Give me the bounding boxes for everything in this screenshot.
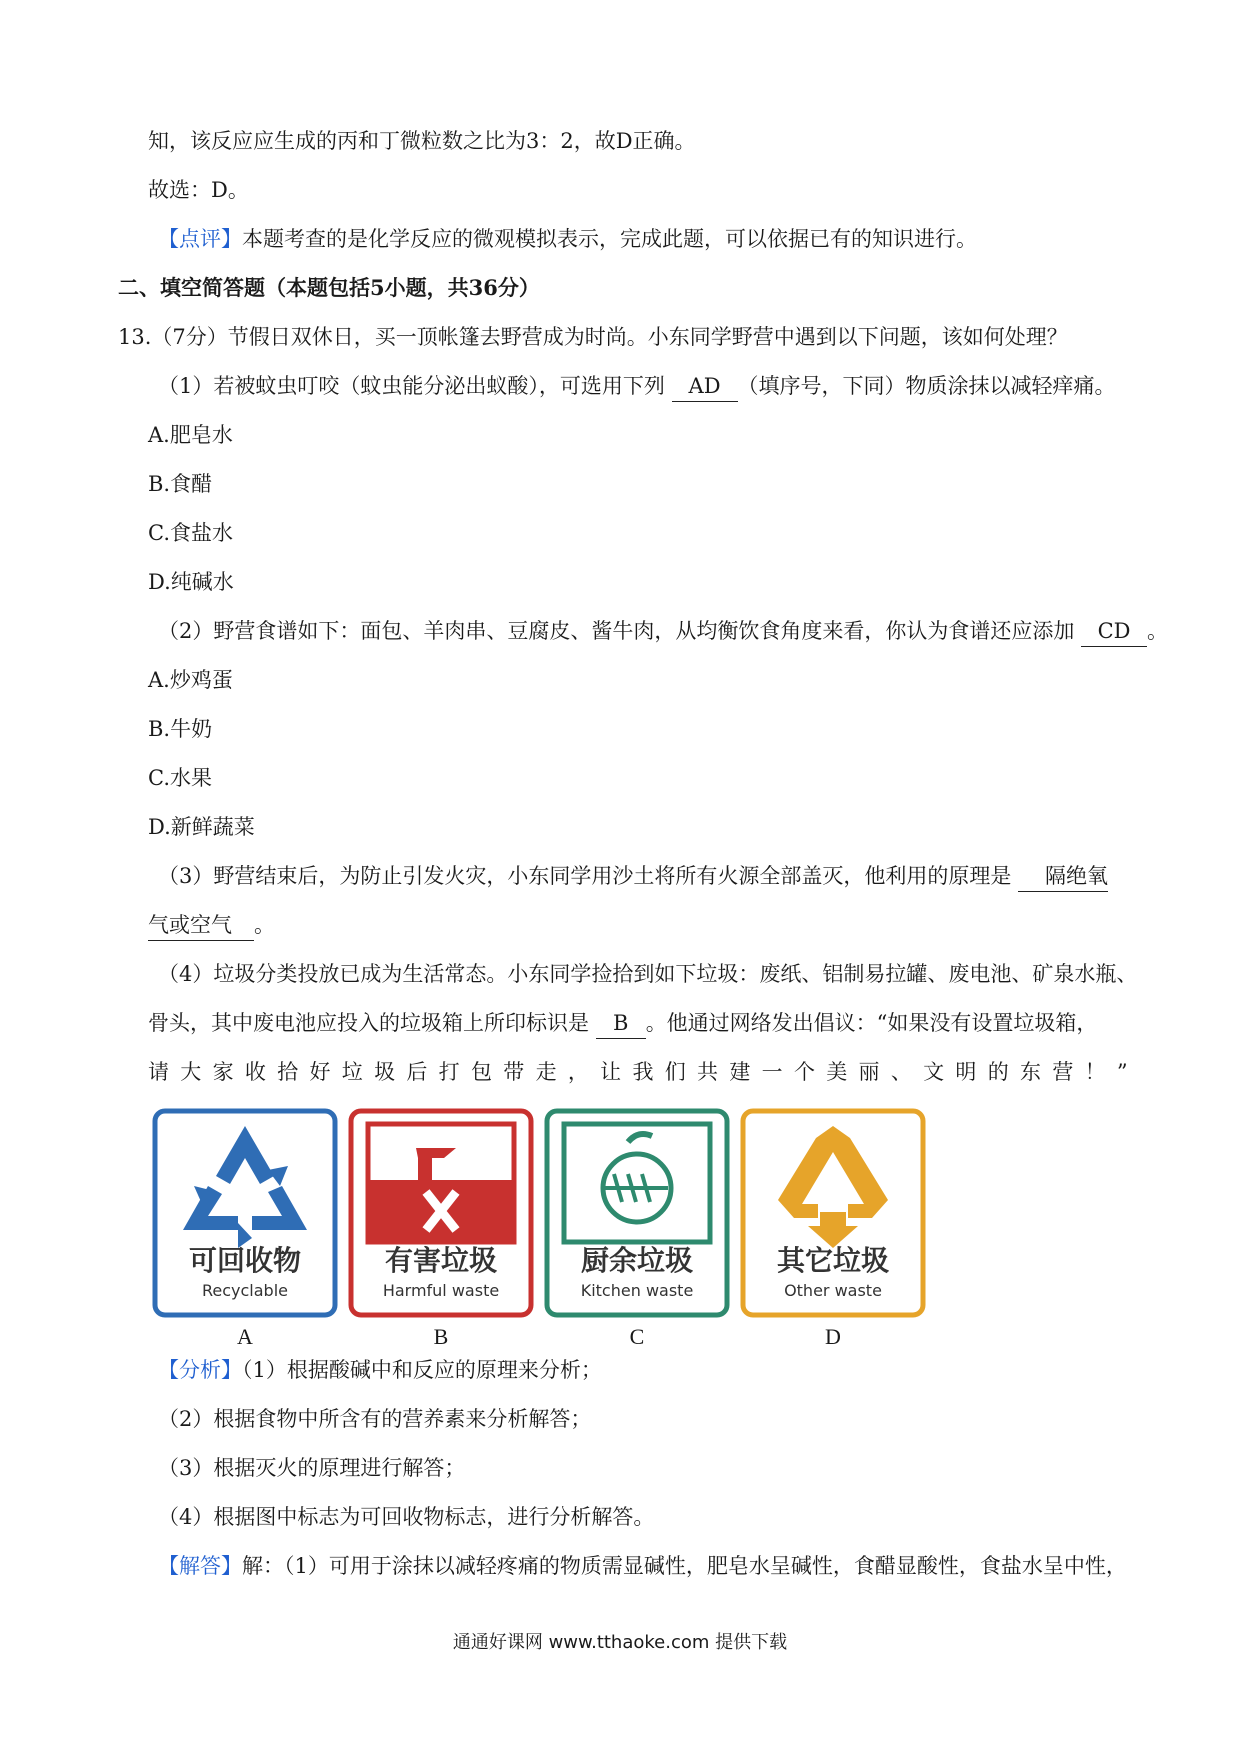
sign-other	[740, 1108, 926, 1318]
sign-cn-label: 有害垃圾	[384, 1244, 498, 1277]
option: C.食盐水	[148, 521, 233, 545]
analysis-line: （3）根据灭火的原理进行解答；	[158, 1456, 466, 1480]
sign-letter: D	[825, 1324, 841, 1349]
sign-en-label: Harmful waste	[382, 1281, 500, 1300]
option: D.纯碱水	[148, 570, 234, 594]
sign-harmful	[348, 1108, 534, 1318]
answer-line	[158, 1551, 1127, 1581]
sign-recyclable	[152, 1108, 338, 1318]
q1-answer-blank: AD	[672, 371, 738, 402]
q4-answer-blank: B	[596, 1008, 646, 1039]
analysis-tag: 【分析】	[158, 1358, 242, 1382]
sub-question-4: （4）垃圾分类投放已成为生活常态。小东同学捡拾到如下垃圾：废纸、铝制易拉罐、废电池、矿泉水瓶、	[158, 962, 1138, 986]
sign-en-label: Kitchen waste	[580, 1281, 694, 1300]
q2-answer-blank: CD	[1081, 616, 1147, 647]
sub-question-4-end: 请 大 家 收 拾 好 垃 圾 后 打 包 带 走 ， 让 我 们 共 建 一 个 美 丽 、 文 明 的 东 营 ！ ”	[148, 1060, 1128, 1084]
option: B.牛奶	[148, 717, 213, 741]
analysis-line: （4）根据图中标志为可回收物标志，进行分析解答。	[158, 1505, 655, 1529]
sub-question-3-cont	[148, 910, 275, 941]
q3-answer-blank-cont: 气或空气	[148, 910, 254, 941]
sign-cn-label: 厨余垃圾	[580, 1244, 694, 1277]
sub-question-2	[158, 616, 1168, 647]
page-footer: 通通好课网 www.tthaoke.com 提供下载	[452, 1632, 788, 1653]
q3-text: （3）野营结束后，为防止引发火灾，小东同学用沙土将所有火源全部盖灭，他利用的原理是	[158, 864, 1012, 888]
analysis-line: （2）根据食物中所含有的营养素来分析解答；	[158, 1407, 592, 1431]
sub-question-1	[158, 371, 1116, 402]
analysis-line	[158, 1355, 602, 1385]
sub-question-3	[158, 861, 1108, 892]
sign-cn-label: 可回收物	[188, 1244, 302, 1277]
answer-tag: 【解答】	[158, 1554, 242, 1578]
q3-text-end: 。	[254, 913, 275, 937]
option: B.食醋	[148, 472, 213, 496]
q3-answer-blank: 隔绝氧	[1018, 861, 1108, 892]
q4-text-end: 。他通过网络发出倡议：“如果没有设置垃圾箱，	[645, 1011, 1098, 1035]
sub-question-4-cont	[148, 1008, 1097, 1039]
analysis-text: （1）根据酸碱中和反应的原理来分析；	[242, 1358, 602, 1382]
answer-text: 解：（1）可用于涂抹以减轻疼痛的物质需显碱性，肥皂水呈碱性，食醋显酸性，食盐水呈中性，	[242, 1554, 1127, 1578]
sign-letter: B	[433, 1324, 449, 1349]
option: D.新鲜蔬菜	[148, 815, 255, 839]
option: A.炒鸡蛋	[148, 668, 233, 692]
q1-text: （1）若被蚊虫叮咬（蚊虫能分泌出蚁酸），可选用下列	[158, 374, 665, 398]
review-tag: 【点评】	[158, 227, 242, 251]
text-line: 故选：D。	[148, 178, 249, 202]
question-13: 13.（7分）节假日双休日，买一顶帐篷去野营成为时尚。小东同学野营中遇到以下问题，该如何处理？	[118, 325, 1068, 349]
text-line: 知，该反应应生成的丙和丁微粒数之比为3：2，故D正确。	[148, 129, 696, 153]
q2-text-end: 。	[1147, 619, 1169, 643]
option: A.肥皂水	[148, 423, 233, 447]
sign-cn-label: 其它垃圾	[776, 1244, 890, 1277]
section-heading: 二、填空简答题（本题包括5小题，共36分）	[118, 275, 540, 300]
sign-letter: C	[629, 1324, 645, 1349]
q4-text: 骨头，其中废电池应投入的垃圾箱上所印标识是	[148, 1011, 589, 1035]
review-text: 本题考查的是化学反应的微观模拟表示，完成此题，可以依据已有的知识进行。	[242, 227, 977, 251]
q2-text: （2）野营食谱如下：面包、羊肉串、豆腐皮、酱牛肉，从均衡饮食角度来看，你认为食谱还应添加	[158, 619, 1075, 643]
review-line	[158, 224, 977, 254]
sign-en-label: Recyclable	[202, 1281, 288, 1300]
sign-letter: A	[237, 1324, 253, 1349]
sign-kitchen	[544, 1108, 730, 1318]
q1-text-end: （填序号，下同）物质涂抹以减轻痒痛。	[737, 374, 1116, 398]
sign-en-label: Other waste	[784, 1281, 882, 1300]
option: C.水果	[148, 766, 212, 790]
